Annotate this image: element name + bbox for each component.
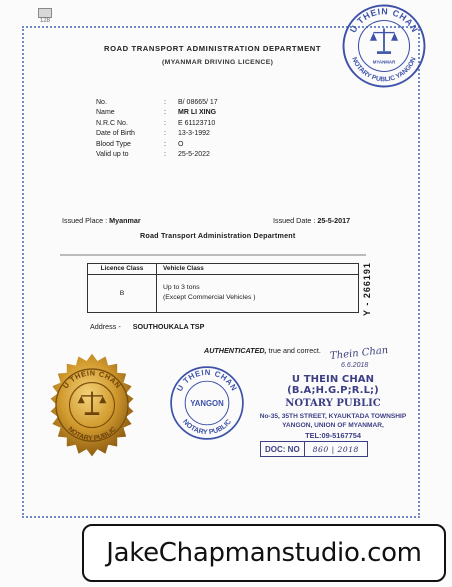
- vehicle-line-1: Up to 3 tons: [163, 284, 200, 291]
- seal-mid-top-text: U THEIN CHAN: [174, 367, 240, 393]
- svg-text:U THEIN CHAN: [175, 368, 239, 393]
- field-value-nrc: E 61123710: [178, 119, 216, 127]
- issued-date-label: Issued Date :: [273, 216, 316, 225]
- address-label: Address -: [90, 322, 121, 331]
- seal-tr-top-text: U THEIN CHAN: [347, 6, 421, 35]
- seal-mid-bottom-text: NOTARY PUBLIC: [181, 418, 233, 437]
- issued-place: [62, 216, 141, 225]
- serial-number: Y - 266191: [362, 262, 372, 316]
- table-row: [88, 275, 358, 313]
- notary-seal-top-right: [340, 2, 428, 90]
- field-row: Valid up to : 25-5-2022: [96, 150, 218, 160]
- field-row: Name : MR LI XING: [96, 108, 218, 118]
- notary-address-line-2: YANGON, UNION OF MYANMAR,: [282, 422, 384, 429]
- department-line: Road Transport Administration Department: [140, 231, 296, 240]
- field-value-name: MR LI XING: [178, 109, 217, 117]
- licence-table: [87, 263, 359, 313]
- field-row: No. : B/ 08665/ 17: [96, 98, 218, 108]
- watermark-banner: [82, 524, 446, 582]
- seal-tr-bottom-text: NOTARY PUBLIC YANGON: [350, 56, 418, 84]
- scales-icon: [370, 28, 398, 54]
- seal-mid-center-text: YANGON: [190, 399, 224, 409]
- notary-tel: TEL:09-5167754: [305, 431, 361, 440]
- header-licence-class: Licence Class: [88, 264, 157, 274]
- field-value-dob: 13-3-1992: [178, 130, 210, 138]
- field-value-valid: 25-5-2022: [178, 150, 210, 158]
- table-top-rule: [60, 254, 366, 256]
- notary-block: [258, 374, 408, 440]
- field-row: N.R.C No. : E 61123710: [96, 119, 218, 129]
- issued-place-value: Myanmar: [109, 216, 141, 225]
- authenticated-word: AUTHENTICATED,: [204, 346, 267, 355]
- table-header: [88, 264, 358, 275]
- watermark-text: JakeChapmanstudio.com: [106, 538, 422, 568]
- licence-fields: [96, 98, 218, 160]
- notary-seal-middle: [168, 364, 246, 442]
- doc-number-box: [260, 441, 368, 457]
- page-number: 128: [40, 18, 51, 24]
- issued-place-label: Issued Place :: [62, 216, 108, 225]
- authentication-statement: [204, 346, 321, 355]
- gold-notary-seal: [38, 352, 146, 460]
- field-label: Blood Type: [96, 140, 131, 148]
- signature-date: 6.6.2018: [341, 362, 369, 369]
- address-line: [90, 322, 204, 331]
- field-row: Blood Type : O: [96, 140, 218, 150]
- field-row: Date of Birth : 13-3-1992: [96, 129, 218, 139]
- cell-licence-class: B: [88, 275, 157, 313]
- issued-date-value: 25-5-2017: [317, 216, 351, 225]
- field-label: Name: [96, 109, 115, 117]
- address-value: SOUTHOUKALA TSP: [132, 322, 205, 331]
- vehicle-line-2: (Except Commercial Vehicles ): [163, 294, 256, 301]
- doc-number-label: DOC: NO: [261, 442, 305, 456]
- field-value-no: B/ 08665/ 17: [178, 99, 218, 106]
- field-label: N.R.C No.: [96, 119, 128, 127]
- document-subtitle: (MYANMAR DRIVING LICENCE): [162, 59, 274, 66]
- field-label: Valid up to: [96, 150, 129, 158]
- issued-date: [273, 216, 350, 225]
- gold-seal-top-text: U THEIN CHAN: [60, 368, 124, 391]
- notary-title: NOTARY PUBLIC: [285, 398, 381, 409]
- field-label: Date of Birth: [96, 130, 135, 138]
- notary-signature: Thein Chan: [329, 344, 389, 363]
- gold-seal-bottom-text: NOTARY PUBLIC: [66, 425, 118, 443]
- notary-address: [258, 412, 408, 430]
- doc-number-value: 860 | 2018: [312, 444, 359, 454]
- header-vehicle-class: Vehicle Class: [163, 265, 204, 272]
- authenticated-rest: true and correct.: [266, 346, 321, 355]
- corner-stamp: [38, 8, 52, 18]
- seal-tr-center-text: MYANMAR: [372, 59, 396, 65]
- field-label: No.: [96, 99, 107, 106]
- cell-vehicle-class: [157, 275, 256, 313]
- notary-address-line-1: No-35, 35TH STREET, KYAUKTADA TOWNSHIP: [259, 413, 407, 420]
- document-title: ROAD TRANSPORT ADMINISTRATION DEPARTMENT: [104, 44, 322, 53]
- field-value-blood: O: [178, 140, 184, 148]
- notary-name: U THEIN CHAN (B.A;H.G.P;R.L;): [287, 374, 379, 396]
